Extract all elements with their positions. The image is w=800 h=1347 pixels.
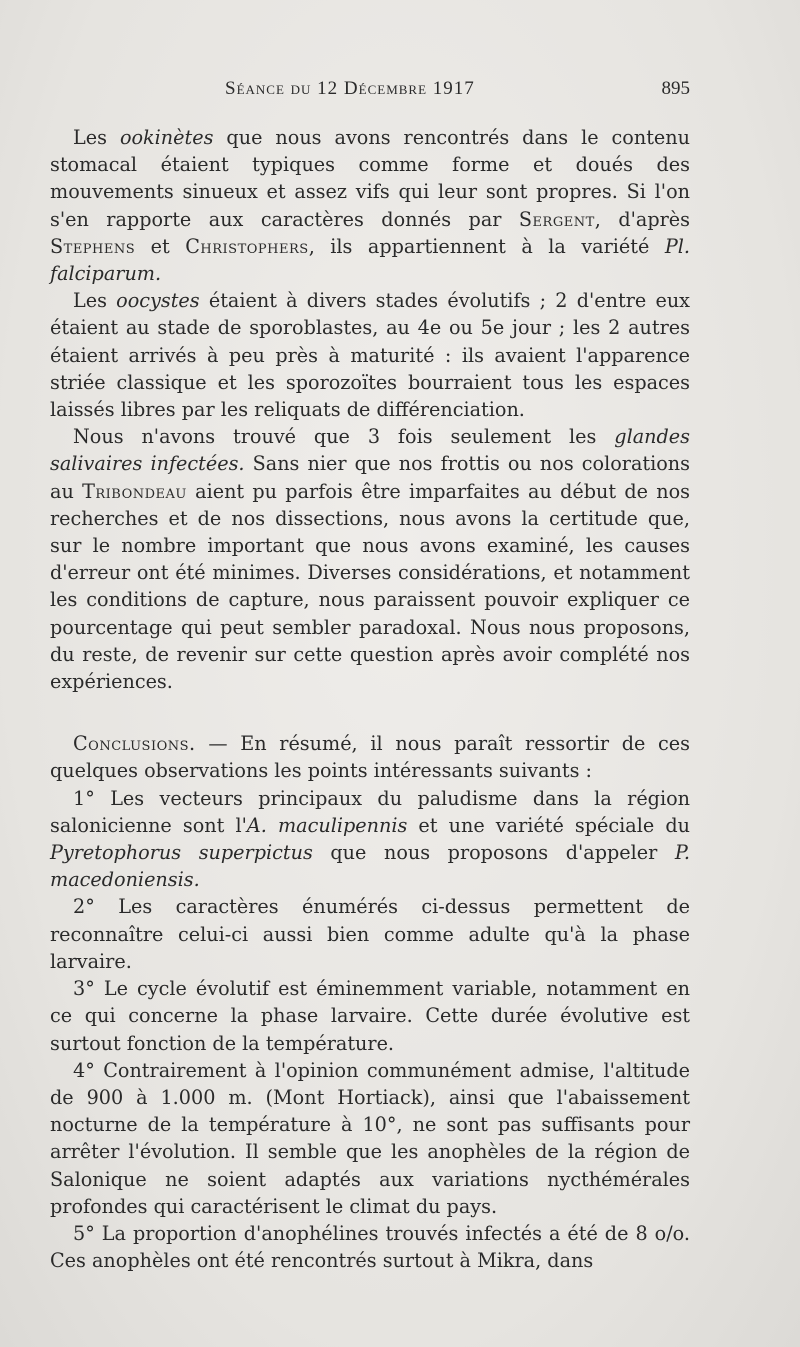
italic-text: glandes salivaires infectées. (50, 425, 690, 476)
italic-text: oocystes (116, 289, 200, 313)
running-title: Séance du 12 Décembre 1917 (225, 78, 475, 99)
text-run: Sans nier que nos frottis ou nos colorations au (50, 452, 690, 503)
text-run: , ils appartiennent à la variété (308, 234, 665, 258)
italic-text: ookinètes (119, 126, 214, 149)
page-header (50, 78, 690, 108)
paragraph (50, 1057, 690, 1220)
text-run: 5° La proportion d'anophélines trouvés infectés a été de 8 o/o. Ces anophèles ont été rencontrés surtout à Mikra, dans (50, 1221, 690, 1273)
text-run: 4° Contrairement à l'opinion communément admise, l'altitude de 900 à 1.000 m. (Mont Hortiack), ainsi que l'abaissement nocturne de la température à 10°, ne sont pas suffisants pour arrêter l'évolution. Il semble que les anophèles de la région de Salonique ne soient adaptés aux variations nycthémérales profondes qui caractérisent le climat du pays. (50, 1058, 690, 1218)
text-run: Les (73, 126, 120, 149)
italic-text: A. maculipennis (246, 813, 408, 837)
text-run: , d'après (594, 207, 690, 231)
paragraph (50, 423, 690, 695)
text-run: et une variété spéciale du (407, 813, 690, 837)
italic-text: Pl. falciparum. (50, 234, 691, 286)
paragraph (50, 1220, 690, 1274)
text-run: et (135, 234, 186, 258)
small-caps-text: Stephens (50, 234, 136, 258)
text-run: — En résumé, il nous paraît ressortir de ces quelques observations les points intéressants suivants : (50, 732, 690, 783)
page-number: 895 (661, 78, 690, 99)
paragraph (50, 730, 690, 784)
paragraph (50, 893, 690, 975)
small-caps-text: Christophers (185, 234, 309, 258)
text-run: que nous avons rencontrés dans le contenu stomacal étaient typiques comme forme et doués des mouvements sinueux et assez vifs qui leur sont propres. Si l'on s'en rapporte aux caractères donnés par (50, 126, 690, 231)
text-run: aient pu parfois être imparfaites au début de nos recherches et de nos dissections, nous avons la certitude que, sur le nombre important que nous avons examiné, les causes d'erreur ont été minimes. Diverses considérations, et notamment les conditions de capture, nous paraissent pouvoir expliquer ce pourcentage qui peut sembler paradoxal. Nous nous proposons, du reste, de revenir sur cette question après avoir complété nos expériences. (50, 479, 690, 694)
italic-text: P. macedoniensis. (50, 841, 690, 892)
small-caps-text: Tribondeau (82, 479, 187, 503)
text-run: 3° Le cycle évolutif est éminemment variable, notamment en ce qui concerne la phase larvaire. Cette durée évolutive est surtout fonction de la température. (50, 977, 690, 1055)
paragraph (50, 785, 690, 894)
text-run: 2° Les caractères énumérés ci-dessus permettent de reconnaître celui-ci aussi bien comme adulte qu'à la phase larvaire. (50, 895, 690, 973)
paragraph (50, 975, 690, 1057)
small-caps-text: Conclusions. (73, 732, 196, 756)
small-caps-text: Sergent (518, 207, 595, 231)
text-run: 1° Les vecteurs principaux du paludisme dans la région salonicienne sont l' (50, 786, 690, 837)
text-run: étaient à divers stades évolutifs ; 2 d'entre eux étaient au stade de sporoblastes, au 4e ou 5e jour ; les 2 autres étaient arrivés à peu près à maturité : ils avaient l'apparence striée classique et les sporozoïtes bourraient tous les espaces laissés libres par les reliquats de différenciation. (50, 289, 690, 422)
paragraph (50, 287, 690, 423)
text-run: Nous n'avons trouvé que 3 fois seulement les (73, 425, 615, 449)
text-run: Les (73, 289, 117, 313)
body-text (50, 124, 690, 1274)
italic-text: Pyretophorus superpictus (50, 841, 313, 865)
paragraph (50, 124, 690, 287)
text-run: que nous proposons d'appeler (312, 841, 675, 865)
